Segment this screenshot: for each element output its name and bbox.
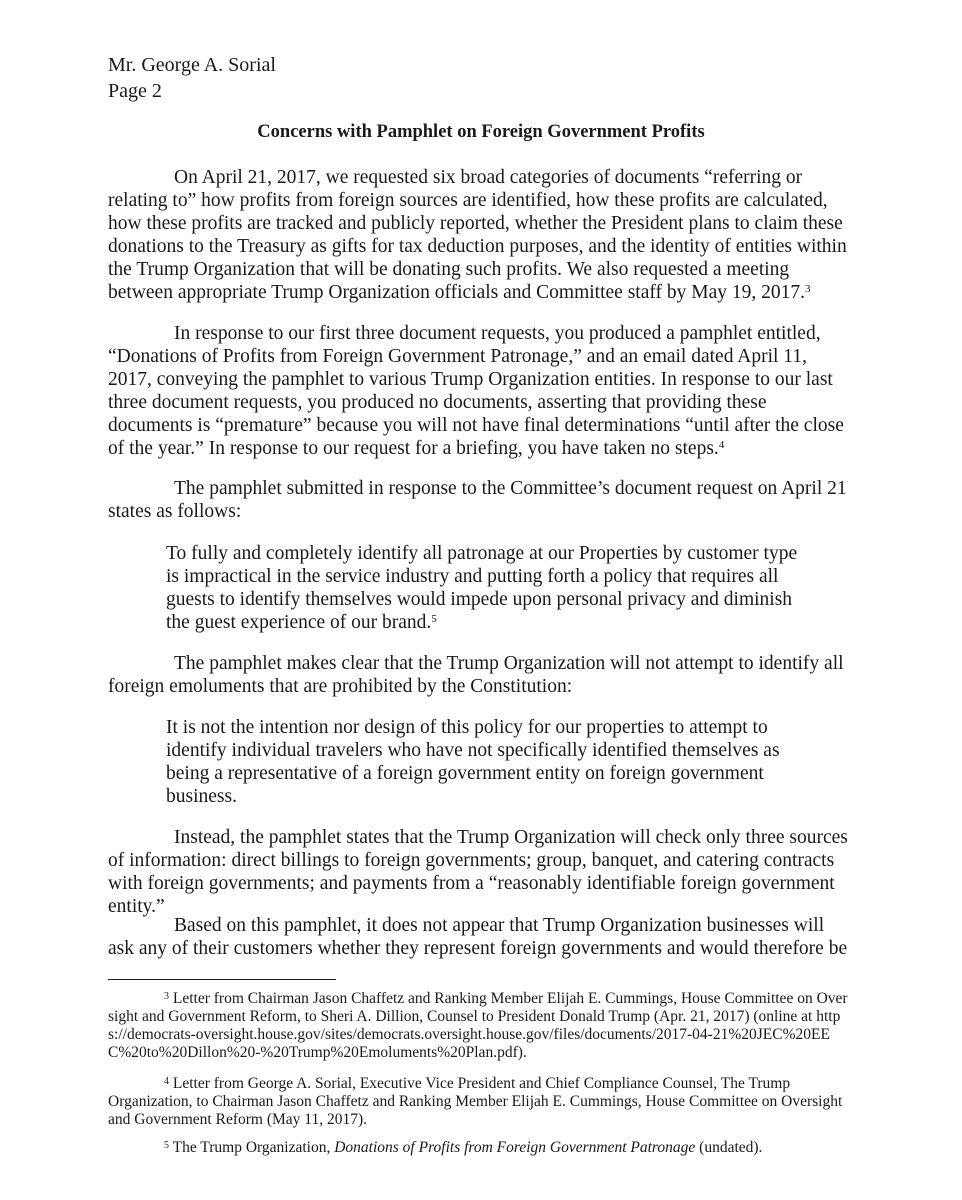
page-number: Page 2	[108, 80, 162, 102]
footnote-text-prefix: The Trump Organization,	[172, 1139, 335, 1156]
body-paragraph	[108, 826, 848, 918]
paragraph-text: Based on this pamphlet, it does not appear that Trump Organization businesses will ask any of their customers whether they represent foreign governments and would therefore be	[108, 915, 848, 959]
recipient-name: Mr. George A. Sorial	[108, 54, 276, 76]
paragraph-text: Instead, the pamphlet states that the Trump Organization will check only three sources of information: direct billings to foreign governments; group, banquet, and catering contracts with foreign governments; and payments from a “reasonably identifiable foreign government entity.”	[108, 827, 848, 917]
footnote-text: Letter from George A. Sorial, Executive Vice President and Chief Compliance Counsel, The Trump Organization, to Chairman Jason Chaffetz and Ranking Member Elijah E. Cummings, House Committee on Oversight and Government Reform (May 11, 2017).	[108, 1075, 843, 1128]
section-title: Concerns with Pamphlet on Foreign Government Profits	[257, 122, 705, 142]
footnote-number: 5	[164, 1140, 169, 1151]
footnote-text-suffix: (undated).	[695, 1139, 763, 1156]
footnote-text: Letter from Chairman Jason Chaffetz and Ranking Member Elijah E. Cummings, House Committee on Oversight and Government Reform, to Sheri A. Dillion, Counsel to President Donald Trump (Apr. 21, 2017) (online at https://democrats-oversight.house.gov/sites/democrats.oversight.house.gov/files/documents/2017-04-21%20JEC%20EEC%20to%20Dillon%20-%20Trump%20Emoluments%20Plan.pdf).	[108, 990, 848, 1061]
footnote-number: 3	[164, 991, 169, 1002]
footnote	[108, 990, 848, 1062]
block-quote	[166, 716, 806, 808]
footnote-ref: 4	[718, 439, 725, 451]
paragraph-text: On April 21, 2017, we requested six broad categories of documents “referring or relating to” how profits from foreign sources are identified, how these profits are calculated, how these profits are tracked and publicly reported, whether the President plans to claim these donations to the Treasury as gifts for tax deduction purposes, and the identity of entities within the Trump Organization that will be donating such profits. We also requested a meeting between appropriate Trump Organization officials and Committee staff by May 19, 2017.	[108, 167, 847, 303]
body-paragraph	[108, 914, 848, 960]
footnote-number: 4	[164, 1076, 169, 1087]
footnote-ref: 3	[805, 283, 811, 295]
quote-text: It is not the intention nor design of this policy for our properties to attempt to identify individual travelers who have not specifically identified themselves as being a representative of a foreign government entity on foreign government business.	[166, 717, 780, 807]
footnote	[108, 1075, 848, 1129]
body-paragraph	[108, 322, 848, 460]
footnote-ref: 5	[431, 613, 437, 625]
body-paragraph	[108, 477, 848, 523]
body-paragraph	[108, 166, 848, 304]
footnote-cited-title: Donations of Profits from Foreign Government Patronage	[334, 1139, 696, 1156]
paragraph-text: The pamphlet makes clear that the Trump Organization will not attempt to identify all foreign emoluments that are prohibited by the Constitution:	[108, 653, 844, 697]
body-paragraph	[108, 652, 848, 698]
footnote-divider	[108, 979, 336, 980]
block-quote	[166, 542, 806, 634]
quote-text: To fully and completely identify all patronage at our Properties by customer type is impractical in the service industry and putting forth a policy that requires all guests to identify themselves would impede upon personal privacy and diminish the guest experience of our brand.	[166, 543, 798, 633]
paragraph-text: In response to our first three document requests, you produced a pamphlet entitled, “Donations of Profits from Foreign Government Patronage,” and an email dated April 11, 2017, conveying the pamphlet to various Trump Organization entities. In response to our last three document requests, you produced no documents, asserting that providing these documents is “premature” because you will not have final determinations “until after the close of the year.” In response to our request for a briefing, you have taken no steps.	[108, 323, 844, 459]
letter-header	[108, 52, 276, 104]
paragraph-text: The pamphlet submitted in response to the Committee’s document request on April 21 states as follows:	[108, 478, 847, 522]
footnote	[108, 1139, 848, 1157]
